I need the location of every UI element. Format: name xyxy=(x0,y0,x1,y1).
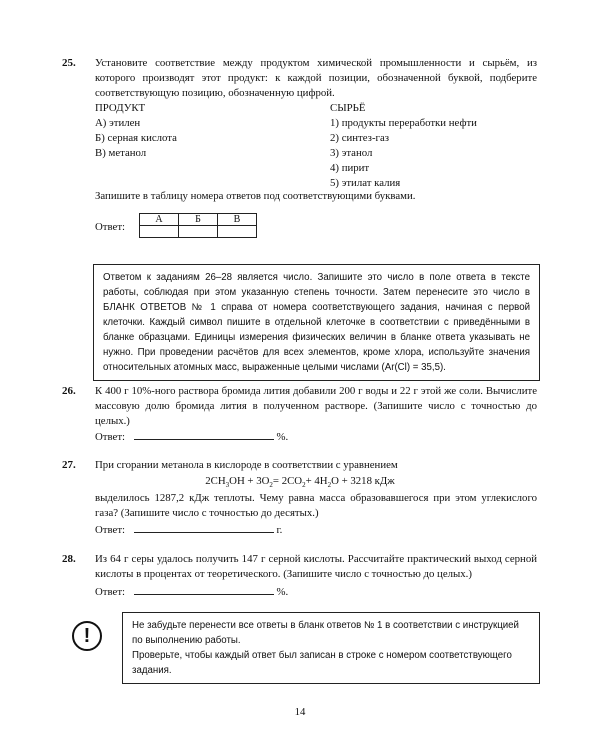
answer-label: Ответ: xyxy=(95,586,126,598)
product-column xyxy=(95,101,305,161)
table-instruction: Запишите в таблицу номера ответов под соответствующими буквами. xyxy=(95,190,416,202)
warning-text-2: Проверьте, чтобы каждый ответ был записан в строке с номером соответствующего задания. xyxy=(132,650,512,676)
table-header-a: А xyxy=(140,214,179,226)
raw-material-item: 5) этилат калия xyxy=(330,177,401,189)
answer-line-26 xyxy=(95,428,288,445)
product-item: А) этилен xyxy=(95,117,141,129)
question-26-text: К 400 г 10%-ного раствора бромида лития добавили 200 г воды и 22 г этой же соли. Вычислите массовую долю бромида лития в полученном растворе. (Запишите число с точностью до целых.) xyxy=(95,385,537,427)
exclamation-icon xyxy=(72,621,102,651)
raw-material-column xyxy=(330,101,540,191)
answer-unit: г. xyxy=(276,524,283,536)
answer-label: Ответ: xyxy=(95,431,126,443)
reaction-equation: $2CH_3OH + 3O_2= 2CO_2+ 4H_2O + 3218$ кДж xyxy=(205,475,395,490)
answer-table xyxy=(139,213,257,238)
answer-line-28 xyxy=(95,583,288,600)
info-box xyxy=(93,264,540,381)
warning-text-1: Не забудьте перенести все ответы в бланк ответов № 1 в соответствии с инструкцией по выполнению работы. xyxy=(132,620,519,646)
table-header-v: В xyxy=(218,214,257,226)
question-26-number: 26. xyxy=(62,385,76,397)
answer-cell-a[interactable] xyxy=(140,226,179,238)
answer-input-28[interactable] xyxy=(134,583,274,595)
raw-material-item: 3) этанол xyxy=(330,147,373,159)
question-25-number: 25. xyxy=(62,57,76,69)
raw-material-item: 1) продукты переработки нефти xyxy=(330,117,477,129)
answer-line-27 xyxy=(95,521,282,538)
exclamation-glyph: ! xyxy=(83,625,91,647)
info-box-text: Ответом к заданиям 26–28 является число. Запишите это число в поле ответа в тексте работы, соблюдая при этом указанную степень точности. Затем перенесите это число в БЛАНК ОТВЕТОВ № 1 справа от номера соответствующего задания, начиная с первой клеточки. Каждый символ пишите в отдельной клеточке в соответствии с приведёнными в бланке образцами. Единицы измерения физических величин в бланке ответа указывать не нужно. При проведении расчётов для всех элементов, кроме хлора, используйте значения относительных атомных масс, выраженные целыми числами (Ar(Cl) = 35,5). xyxy=(103,272,530,373)
answer-unit: %. xyxy=(276,431,289,443)
raw-material-item: 4) пирит xyxy=(330,162,370,174)
answer-label: Ответ: xyxy=(95,221,126,233)
raw-material-item: 2) синтез-газ xyxy=(330,132,390,144)
page-number: 14 xyxy=(294,706,306,718)
question-28-text: Из 64 г серы удалось получить 147 г серной кислоты. Рассчитайте практический выход серной кислоты в процентах от теоретического. (Запишите число с точностью до целых.) xyxy=(95,553,537,580)
question-27-number: 27. xyxy=(62,459,76,471)
product-header: ПРОДУКТ xyxy=(95,102,146,114)
raw-material-header: СЫРЬЁ xyxy=(330,102,366,114)
answer-unit: %. xyxy=(276,586,289,598)
answer-cell-b[interactable] xyxy=(179,226,218,238)
answer-input-27[interactable] xyxy=(134,521,274,533)
question-27-text-1: При сгорании метанола в кислороде в соответствии с уравнением xyxy=(95,459,398,471)
product-item: Б) серная кислота xyxy=(95,132,177,144)
question-28-number: 28. xyxy=(62,553,76,565)
answer-label: Ответ: xyxy=(95,524,126,536)
table-header-b: Б xyxy=(179,214,218,226)
question-27-text-2: выделилось 1287,2 кДж теплоты. Чему равна масса образовавшегося при этом углекислого газа? (Запишите число с точностью до десятых.) xyxy=(95,492,537,519)
warning-box xyxy=(122,612,540,684)
answer-input-26[interactable] xyxy=(134,428,274,440)
product-item: В) метанол xyxy=(95,147,147,159)
question-25-text: Установите соответствие между продуктом химической промышленности и сырьём, из которого производят этот продукт: к каждой позиции, обозначенной буквой, подберите соответствующую позицию, обозначенную цифрой. xyxy=(95,57,537,99)
answer-cell-v[interactable] xyxy=(218,226,257,238)
